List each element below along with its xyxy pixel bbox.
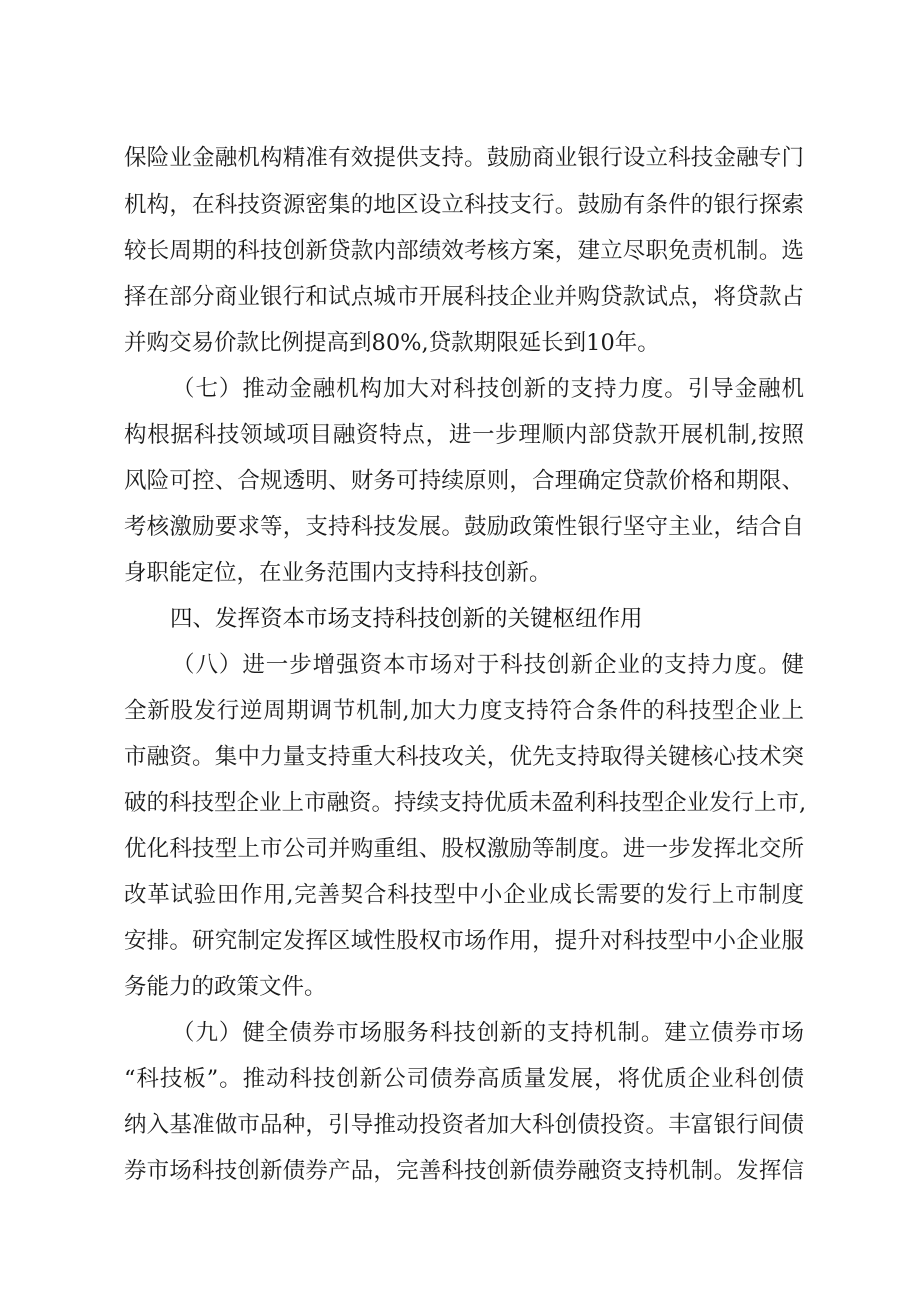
paragraph-8-line-5: 优化科技型上市公司并购重组、股权激励等制度。进一步发挥北交所 <box>124 836 804 862</box>
paragraph-8-line-6: 改革试验田作用,完善契合科技型中小企业成长需要的发行上市制度 <box>124 882 804 908</box>
paragraph-7-line-1: （七）推动金融机构加大对科技创新的支持力度。引导金融机 <box>172 376 804 402</box>
paragraph-1-line-4: 择在部分商业银行和试点城市开展科技企业并购贷款试点，将贷款占 <box>124 284 804 310</box>
paragraph-8-line-1: （八）进一步增强资本市场对于科技创新企业的支持力度。健 <box>172 652 804 678</box>
paragraph-1-line-3: 较长周期的科技创新贷款内部绩效考核方案，建立尽职免责机制。选 <box>124 238 804 264</box>
paragraph-7-line-2: 构根据科技领域项目融资特点，进一步理顺内部贷款开展机制,按照 <box>124 422 804 448</box>
paragraph-9-line-4: 券市场科技创新债券产品，完善科技创新债券融资支持机制。发挥信 <box>124 1158 804 1184</box>
paragraph-7-line-4: 考核激励要求等，支持科技发展。鼓励政策性银行坚守主业，结合自 <box>124 514 804 540</box>
paragraph-7-line-3: 风险可控、合规透明、财务可持续原则，合理确定贷款价格和期限、 <box>124 468 804 494</box>
paragraph-9-line-2: “科技板”。推动科技创新公司债券高质量发展，将优质企业科创债 <box>124 1066 804 1092</box>
paragraph-1-line-1: 保险业金融机构精准有效提供支持。鼓励商业银行设立科技金融专门 <box>124 145 804 171</box>
paragraph-9-line-1: （九）健全债券市场服务科技创新的支持机制。建立债券市场 <box>172 1020 804 1046</box>
paragraph-1-line-5: 并购交易价款比例提高到80%,贷款期限延长到10年。 <box>124 330 660 356</box>
paragraph-8-line-3: 市融资。集中力量支持重大科技攻关，优先支持取得关键核心技术突 <box>124 744 804 770</box>
paragraph-8-line-7: 安排。研究制定发挥区域性股权市场作用，提升对科技型中小企业服 <box>124 928 804 954</box>
paragraph-8-line-4: 破的科技型企业上市融资。持续支持优质未盈利科技型企业发行上市, <box>124 790 807 816</box>
paragraph-8-line-8: 务能力的政策文件。 <box>124 974 327 1000</box>
section-heading: 四、发挥资本市场支持科技创新的关键枢纽作用 <box>170 606 643 632</box>
paragraph-7-line-5: 身职能定位，在业务范围内支持科技创新。 <box>124 560 552 586</box>
paragraph-8-line-2: 全新股发行逆周期调节机制,加大力度支持符合条件的科技型企业上 <box>124 698 804 724</box>
paragraph-9-line-3: 纳入基准做市品种，引导推动投资者加大科创债投资。丰富银行间债 <box>124 1112 804 1138</box>
paragraph-1-line-2: 机构，在科技资源密集的地区设立科技支行。鼓励有条件的银行探索 <box>124 192 804 218</box>
